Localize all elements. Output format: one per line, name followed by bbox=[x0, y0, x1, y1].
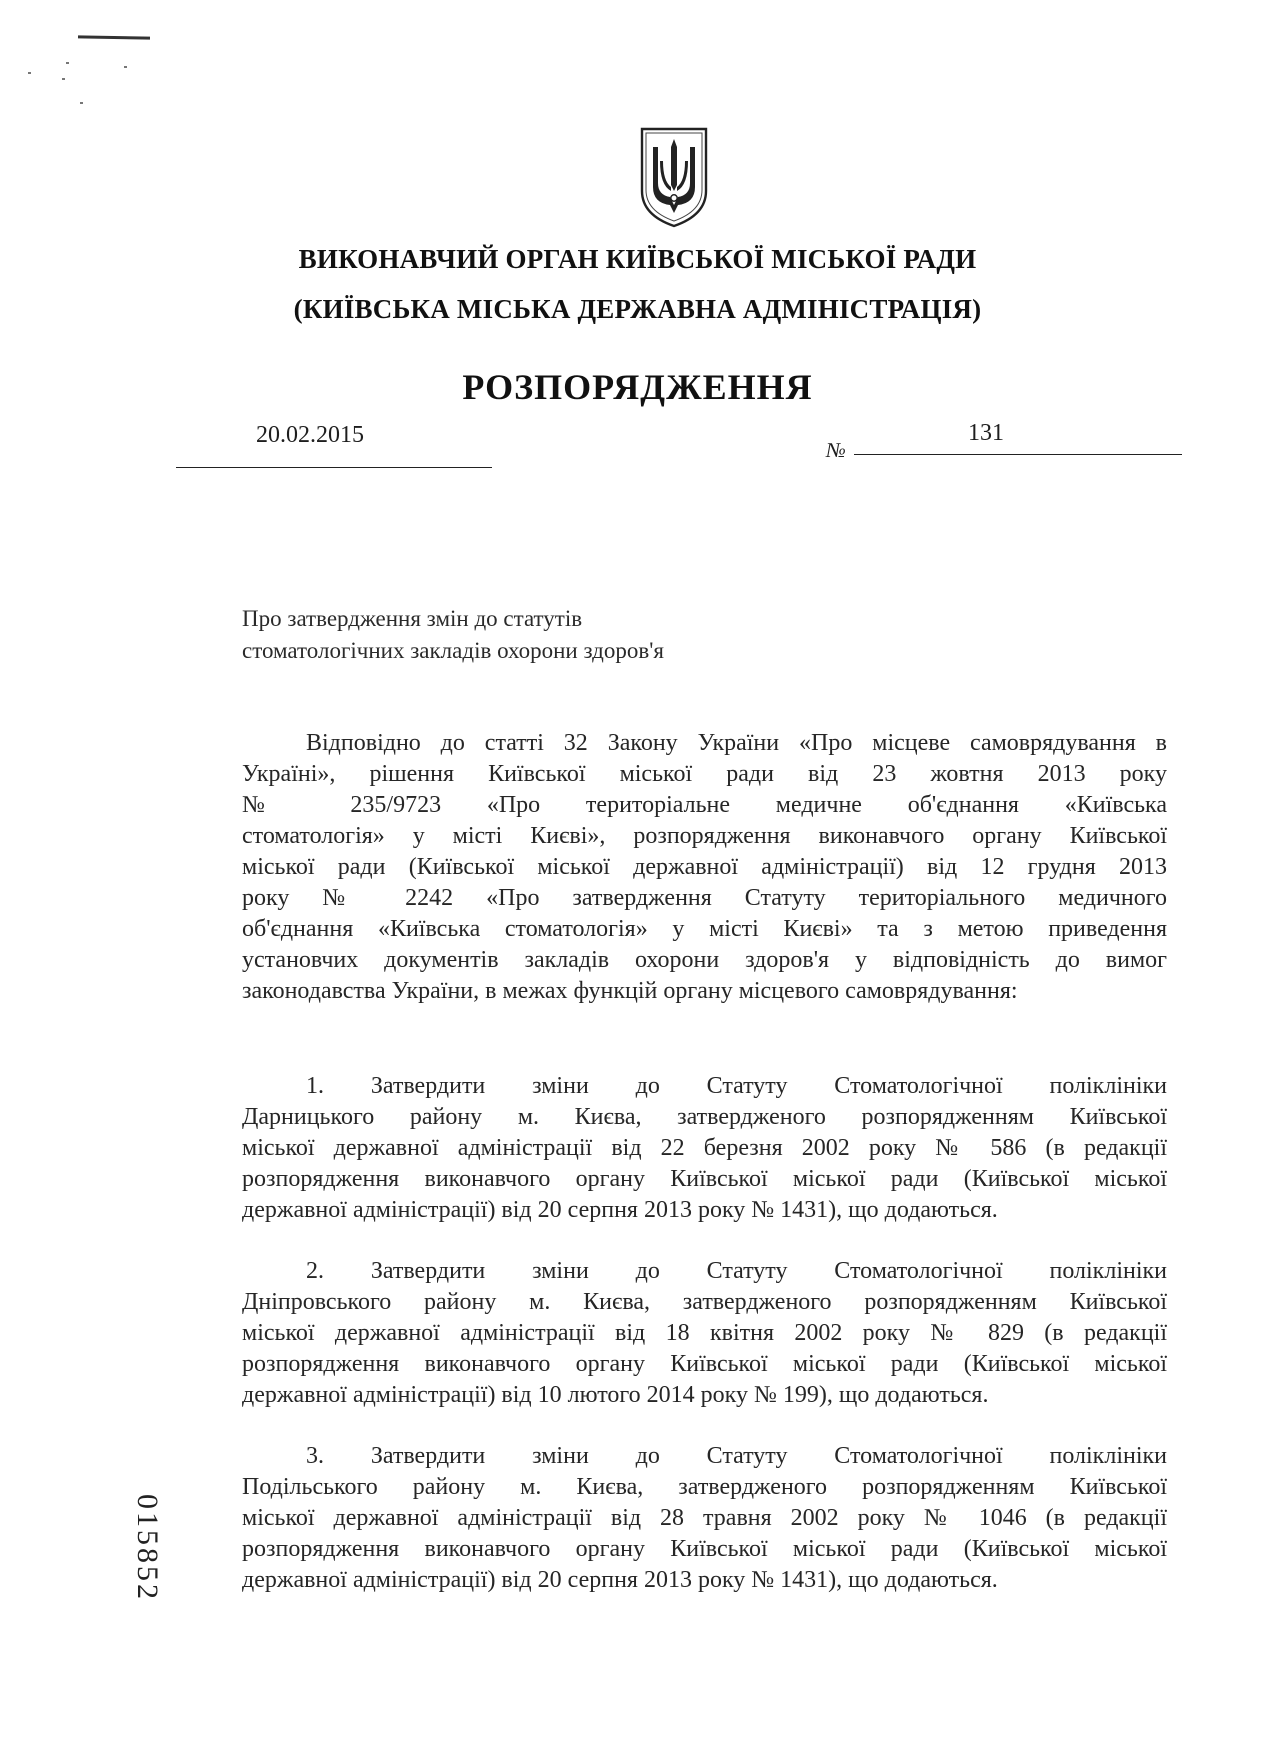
text-line: державної адміністрації) від 10 лютого 2014 року № 199), що додаються. bbox=[242, 1382, 989, 1408]
subject-line: Про затвердження змін до статутів bbox=[242, 606, 583, 631]
text-line: Відповідно до статті 32 Закону України «Про місцеве самоврядування в bbox=[306, 730, 1167, 756]
scan-artifact-dot bbox=[62, 78, 65, 80]
text-line: 3. Затвердити зміни до Статуту Стоматологічної поліклініки bbox=[306, 1443, 1167, 1469]
scan-artifact-dot bbox=[124, 66, 127, 68]
text-line: міської державної адміністрації від 18 квітня 2002 року № 829 (в редакції bbox=[242, 1320, 1167, 1346]
order-item-3 bbox=[242, 1441, 1167, 1596]
side-serial-number-container bbox=[124, 1494, 164, 1634]
text-line: Дарницького району м. Києва, затвердженого розпорядженням Київської bbox=[242, 1104, 1167, 1130]
text-line: установчих документів закладів охорони здоров'я у відповідність до вимог bbox=[242, 947, 1167, 973]
document-date-field bbox=[176, 422, 492, 470]
document-number: 131 bbox=[968, 420, 1004, 446]
document-type-title: РОЗПОРЯДЖЕННЯ bbox=[462, 367, 813, 407]
scan-artifact-dot bbox=[80, 102, 83, 104]
scan-artifact-dot bbox=[66, 62, 69, 64]
subject-line: стоматологічних закладів охорони здоров'я bbox=[242, 638, 664, 663]
side-serial-number: 015852 bbox=[131, 1494, 164, 1602]
text-line: міської державної адміністрації від 28 травня 2002 року № 1046 (в редакції bbox=[242, 1505, 1167, 1531]
document-date: 20.02.2015 bbox=[256, 422, 364, 448]
number-underline bbox=[854, 454, 1182, 455]
authority-alt-name: (КИЇВСЬКА МІСЬКА ДЕРЖАВНА АДМІНІСТРАЦІЯ) bbox=[293, 294, 982, 324]
order-item-1 bbox=[242, 1071, 1167, 1226]
text-line: розпорядження виконавчого органу Київської міської ради (Київської міської bbox=[242, 1536, 1167, 1562]
text-line: державної адміністрації) від 20 серпня 2013 року № 1431), що додаються. bbox=[242, 1197, 998, 1223]
text-line: Дніпровського району м. Києва, затвердженого розпорядженням Київської bbox=[242, 1289, 1167, 1315]
text-line: міської державної адміністрації від 22 березня 2002 року № 586 (в редакції bbox=[242, 1135, 1167, 1161]
text-line: державної адміністрації) від 20 серпня 2013 року № 1431), що додаються. bbox=[242, 1567, 998, 1593]
scan-artifact-dot bbox=[28, 72, 31, 74]
document-subject bbox=[242, 603, 842, 667]
text-line: розпорядження виконавчого органу Київської міської ради (Київської міської bbox=[242, 1351, 1167, 1377]
text-line: року № 2242 «Про затвердження Статуту територіального медичного bbox=[242, 885, 1167, 911]
text-line: розпорядження виконавчого органу Київської міської ради (Київської міської bbox=[242, 1166, 1167, 1192]
text-line: 2. Затвердити зміни до Статуту Стоматологічної поліклініки bbox=[306, 1258, 1167, 1284]
text-line: № 235/9723 «Про територіальне медичне об'єднання «Київська bbox=[242, 792, 1167, 818]
document-number-field bbox=[826, 420, 1182, 470]
text-line: законодавства України, в межах функцій органу місцевого самоврядування: bbox=[242, 978, 1018, 1004]
order-item-2 bbox=[242, 1256, 1167, 1411]
text-line: 1. Затвердити зміни до Статуту Стоматологічної поліклініки bbox=[306, 1073, 1167, 1099]
coat-of-arms-trident-icon bbox=[636, 125, 712, 229]
number-sign: № bbox=[826, 438, 846, 462]
text-line: стоматологія» у місті Києві», розпорядження виконавчого органу Київської bbox=[242, 823, 1167, 849]
authority-name: ВИКОНАВЧИЙ ОРГАН КИЇВСЬКОЇ МІСЬКОЇ РАДИ bbox=[298, 244, 977, 274]
text-line: міської ради (Київської міської державної адміністрації) від 12 грудня 2013 bbox=[242, 854, 1167, 880]
date-underline bbox=[176, 467, 492, 468]
text-line: Подільського району м. Києва, затвердженого розпорядженням Київської bbox=[242, 1474, 1167, 1500]
text-line: Україні», рішення Київської міської ради від 23 жовтня 2013 року bbox=[242, 761, 1167, 787]
text-line: об'єднання «Київська стоматологія» у місті Києві» та з метою приведення bbox=[242, 916, 1167, 942]
scan-artifact-mark bbox=[78, 35, 150, 39]
preamble-paragraph bbox=[242, 728, 1167, 1007]
